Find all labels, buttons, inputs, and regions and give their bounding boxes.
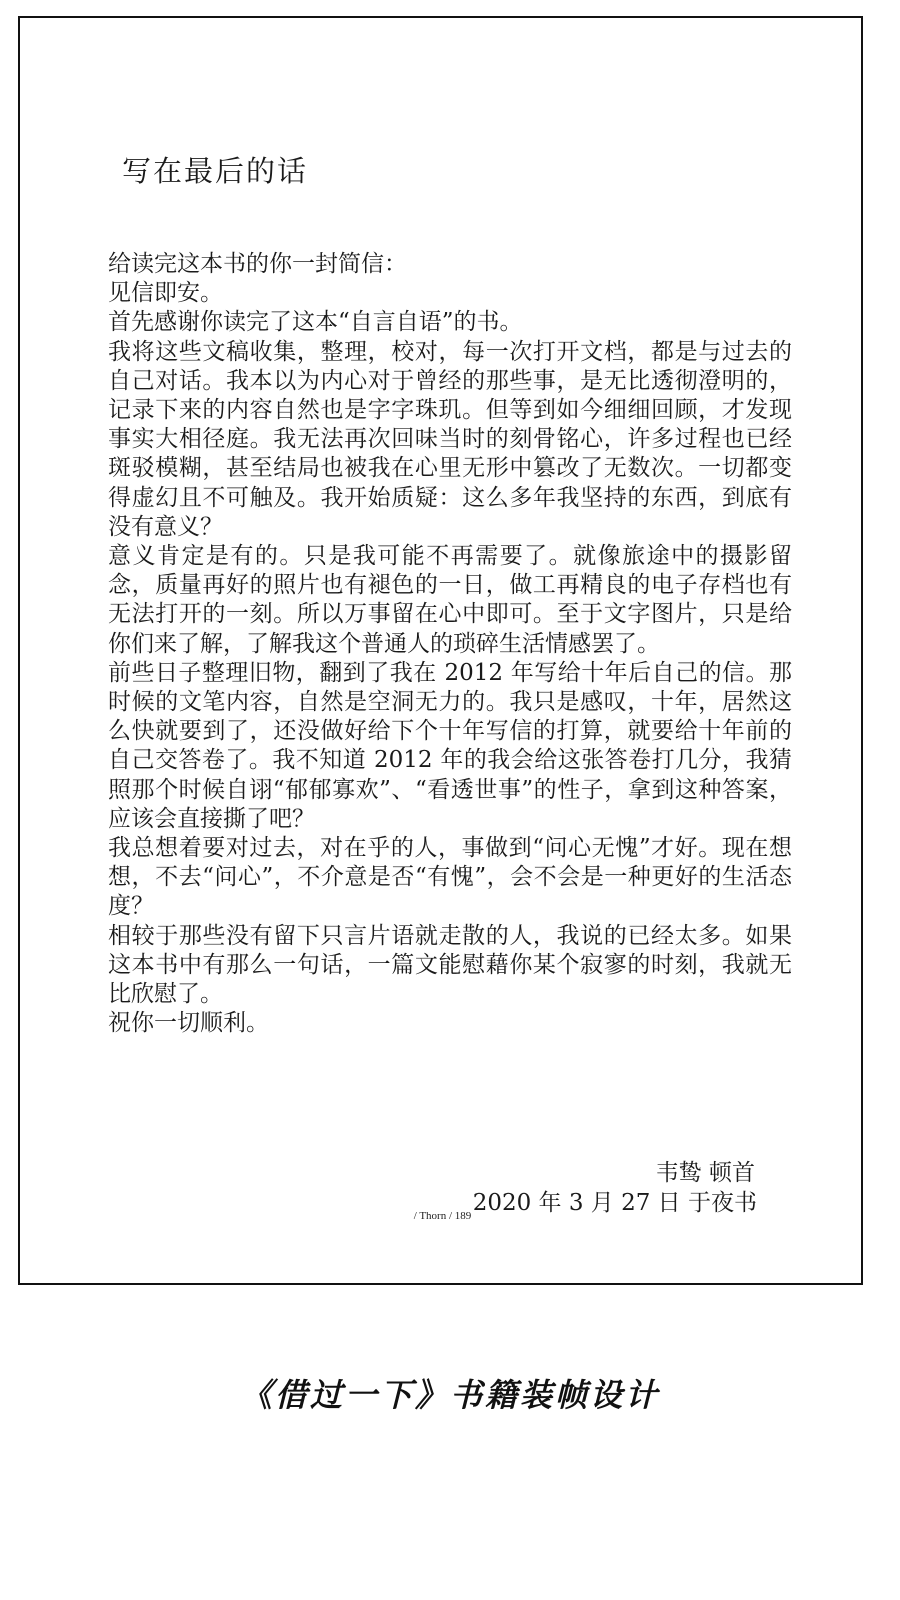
letter-paragraph: 给读完这本书的你一封简信： [108,251,407,277]
letter-paragraph: 见信即安。 [108,280,223,307]
letter-paragraph: 意义肯定是有的。只是我可能不再需要了。就像旅途中的摄影留念，质量再好的照片也有褪色的一日，做工再精良的电子存档也有无法打开的一刻。所以万事留在心中即可。至于文字图片，只是给你们来了解，了解我这个普通人的琐碎生活情感罢了。 [108,543,792,657]
letter-title: 写在最后的话 [122,154,309,188]
signature-date: 2020 年 3 月 27 日 于夜书 [472,1190,757,1216]
book-design-caption: 《借过一下》书籍装帧设计 [239,1376,660,1414]
letter-signature [473,1158,757,1218]
letter-paragraph: 首先感谢你读完了这本“自言自语”的书。 [108,309,523,336]
letter-paragraph: 我将这些文稿收集，整理，校对，每一次打开文档，都是与过去的自己对话。我本以为内心对于曾经的那些事，是无比透彻澄明的，记录下来的内容自然也是字字珠玑。但等到如今细细回顾，才发现事实大相径庭。我无法再次回味当时的刻骨铭心，许多过程也已经斑驳模糊，甚至结局也被我在心里无形中篡改了无数次。一切都变得虚幻且不可触及。我开始质疑：这么多年我坚持的东西，到底有没有意义？ [108,338,792,540]
book-page [18,16,863,1285]
letter-paragraph: 我总想着要对过去，对在乎的人，事做到“问心无愧”才好。现在想想，不去“问心”，不介意是否“有愧”，会不会是一种更好的生活态度？ [108,835,792,920]
signature-name: 韦鸷 顿首 [655,1160,755,1186]
letter-paragraph: 相较于那些没有留下只言片语就走散的人，我说的已经太多。如果这本书中有那么一句话，一篇文能慰藉你某个寂寥的时刻，我就无比欣慰了。 [108,922,792,1008]
letter-body [108,250,792,1038]
letter-paragraph: 前些日子整理旧物，翻到了我在 2012 年写给十年后自己的信。那时候的文笔内容，自然是空洞无力的。我只是感叹，十年，居然这么快就要到了，还没做好给下个十年写信的打算，就要给十年前的自己交答卷了。我不知道 2012 年的我会给这张答卷打几分，我猜照那个时候自诩“郁郁寡欢”、“看透世事”的性子，拿到这种答案，应该会直接撕了吧？ [108,659,792,832]
letter-paragraph: 祝你一切顺利。 [108,1010,269,1037]
page-number: / Thorn / 189 [413,1210,472,1222]
